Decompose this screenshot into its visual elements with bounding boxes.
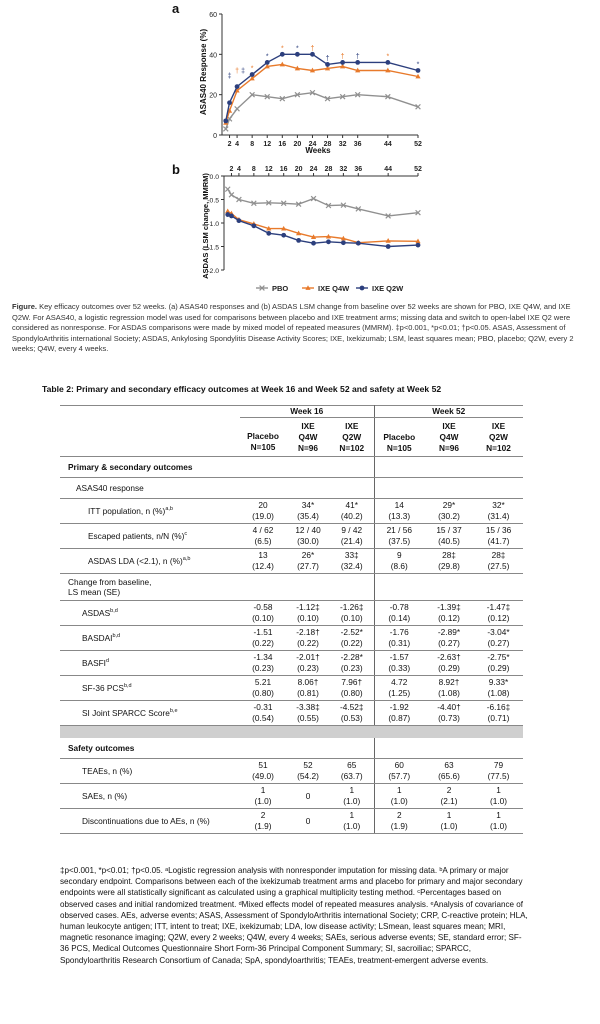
data-point xyxy=(325,62,330,67)
data-point xyxy=(341,240,346,245)
x-tick-label: 4 xyxy=(235,141,240,148)
row-label: ASDAS LDA (<2.1), n (%)$^{a,b}$ xyxy=(60,549,240,574)
table-cell: 60 (57.7) xyxy=(374,759,424,784)
data-point xyxy=(311,241,316,246)
x-tick-label: 44 xyxy=(384,166,393,173)
table-body xyxy=(60,457,523,834)
y-tick-label: 0.0 xyxy=(209,174,219,181)
x-tick-label: 24 xyxy=(309,166,318,173)
table-cell: 21 / 56 (37.5) xyxy=(374,524,424,549)
table-row xyxy=(60,626,523,651)
row-label: BASFI$^d$ xyxy=(60,651,240,676)
x-tick-label: 36 xyxy=(353,141,362,148)
table-cell: 29* (30.2) xyxy=(424,499,474,524)
significance-mark: * xyxy=(265,53,269,61)
panel-label-b: b xyxy=(172,162,180,177)
table-cell: -1.26‡ (0.10) xyxy=(330,601,374,626)
x-tick-label: 32 xyxy=(339,166,348,173)
caption-text: Key efficacy outcomes over 52 weeks. (a) ASAS40 responses and (b) ASDAS LSM change from baseline over 52 weeks are shown for PBO, IXE Q4W, and IXE Q2W. For ASAS40, a logistic regression model was used for comparisons between placebo and IXE treatment arms; missing data and switch to open-label IXE Q2 were considered as nonresponse. For ASDAS comparisons were made by mixed model of repeated measures (MMRM). ‡p<0.001, *p<0.01; †p<0.05. ASAS, Assessment of SpondyloArthritis international Society; ASDAS, Ankylosing Spondylitis Disease Activity Scores; IXE, Ixekizumab; LSM, least squares mean; PBO, placebo; Q2W, every 2 weeks; Q4W, every 4 weeks. xyxy=(12,302,574,354)
row-label: SF-36 PCS$^{b,d}$ xyxy=(60,676,240,701)
x-tick-label: 20 xyxy=(293,141,302,148)
col-header: IXE Q2W N=102 xyxy=(474,418,523,457)
data-point xyxy=(280,52,285,57)
col-header: IXE Q4W N=96 xyxy=(286,418,330,457)
asas40-chart xyxy=(0,0,600,160)
y-tick-label: -2.0 xyxy=(207,268,219,275)
chart-b-marks xyxy=(225,187,420,249)
table-cell: -2.52* (0.22) xyxy=(330,626,374,651)
row-label: SI Joint SPARCC Score$^{b,e}$ xyxy=(60,701,240,726)
table-cell: -1.39‡ (0.12) xyxy=(424,601,474,626)
significance-mark: † xyxy=(235,68,240,75)
y-tick-label: 20 xyxy=(209,92,217,100)
x-tick-label: 4 xyxy=(236,166,241,173)
col-header: Placebo N=105 xyxy=(240,418,286,457)
table-cell: -0.78 (0.14) xyxy=(374,601,424,626)
row-label: BASDAI$^{b,d}$ xyxy=(60,626,240,651)
row-label: ASDAS$^{b,d}$ xyxy=(60,601,240,626)
table-cell: -2.28* (0.23) xyxy=(330,651,374,676)
data-point xyxy=(237,218,242,223)
table-cell: -2.89* (0.27) xyxy=(424,626,474,651)
table-cell: 52 (54.2) xyxy=(286,759,330,784)
shaded-divider xyxy=(60,726,523,739)
section-row xyxy=(60,738,523,759)
data-point xyxy=(266,231,271,236)
table-cell: 5.21 (0.80) xyxy=(240,676,286,701)
chart-a-axes xyxy=(209,12,422,148)
data-point xyxy=(281,233,286,238)
section-label: ASAS40 response xyxy=(60,478,240,499)
panel-label-a: a xyxy=(172,1,180,16)
table-cell: 15 / 36 (41.7) xyxy=(474,524,523,549)
y-tick-label: 60 xyxy=(209,12,217,19)
data-point xyxy=(235,106,240,111)
table-cell: 79 (77.5) xyxy=(474,759,523,784)
data-point xyxy=(326,239,331,244)
x-tick-label: 12 xyxy=(263,141,272,148)
table-cell: -2.01† (0.23) xyxy=(286,651,330,676)
data-point xyxy=(250,72,255,77)
data-point xyxy=(296,238,301,243)
table-cell: 2 (2.1) xyxy=(424,784,474,809)
table-row xyxy=(60,601,523,626)
table-cell: 26* (27.7) xyxy=(286,549,330,574)
x-tick-label: 24 xyxy=(308,141,317,148)
data-point xyxy=(356,241,361,246)
table-cell: 1 (1.0) xyxy=(424,809,474,834)
section-label: Primary & secondary outcomes xyxy=(60,457,240,478)
table-cell: 63 (65.6) xyxy=(424,759,474,784)
table-cell: 12 / 40 (30.0) xyxy=(286,524,330,549)
x-tick-label: 28 xyxy=(323,141,332,148)
table-cell: 0 xyxy=(286,784,330,809)
table-cell: 9 / 42 (21.4) xyxy=(330,524,374,549)
table-cell: -2.18† (0.22) xyxy=(286,626,330,651)
table-row xyxy=(60,676,523,701)
x-tick-label: 2 xyxy=(227,141,232,148)
x-tick-label: 28 xyxy=(324,166,333,173)
data-point xyxy=(416,68,421,73)
x-tick-label: 52 xyxy=(414,166,422,173)
table-cell: -1.34 (0.23) xyxy=(240,651,286,676)
table-cell: -0.58 (0.10) xyxy=(240,601,286,626)
table-cell: -0.31 (0.54) xyxy=(240,701,286,726)
table-cell: -1.57 (0.33) xyxy=(374,651,424,676)
chart-a-xlabel: Weeks xyxy=(305,146,331,155)
table-cell: 28‡ (29.8) xyxy=(424,549,474,574)
significance-mark: † xyxy=(340,53,345,61)
table-cell: 20 (19.0) xyxy=(240,499,286,524)
table-cell: 28‡ (27.5) xyxy=(474,549,523,574)
section-label: Safety outcomes xyxy=(60,738,240,759)
table-cell: -1.47‡ (0.12) xyxy=(474,601,523,626)
table-cell: 41* (40.2) xyxy=(330,499,374,524)
section-row xyxy=(60,574,523,601)
data-point xyxy=(265,60,270,65)
x-tick-label: 44 xyxy=(383,141,392,148)
table-cell: 1 (1.0) xyxy=(330,784,374,809)
row-label: ITT population, n (%)$^{a,b}$ xyxy=(60,499,240,524)
column-header-row xyxy=(60,418,523,457)
data-point xyxy=(225,187,230,192)
significance-mark: † xyxy=(355,53,360,61)
x-tick-label: 16 xyxy=(279,166,288,173)
table-cell: -4.52‡ (0.53) xyxy=(330,701,374,726)
col-header: Placebo N=105 xyxy=(374,418,424,457)
table-cell: 51 (49.0) xyxy=(240,759,286,784)
table-cell: 4 / 62 (6.5) xyxy=(240,524,286,549)
table-cell: 33‡ (32.4) xyxy=(330,549,374,574)
table-cell: 8.92† (1.08) xyxy=(424,676,474,701)
table-row xyxy=(60,701,523,726)
x-tick-label: 8 xyxy=(251,166,256,173)
y-tick-label: -1.5 xyxy=(207,244,219,252)
data-point xyxy=(295,52,300,57)
table-cell: -4.40† (0.73) xyxy=(424,701,474,726)
data-point xyxy=(386,244,391,249)
section-label: Change from baseline, LS mean (SE) xyxy=(60,574,240,601)
x-tick-label: 8 xyxy=(250,141,255,148)
significance-mark: † xyxy=(310,45,315,53)
table-cell: 1 (1.0) xyxy=(474,784,523,809)
significance-mark: ‡ xyxy=(241,68,246,75)
table-cell: 14 (13.3) xyxy=(374,499,424,524)
x-tick-label: 52 xyxy=(414,141,422,148)
col-header: IXE Q2W N=102 xyxy=(330,418,374,457)
table-cell: 32* (31.4) xyxy=(474,499,523,524)
table-row xyxy=(60,759,523,784)
data-point xyxy=(251,223,256,228)
significance-mark: * xyxy=(386,53,390,61)
row-label: TEAEs, n (%) xyxy=(60,759,240,784)
legend-label: IXE Q4W xyxy=(318,284,350,293)
legend-label: IXE Q2W xyxy=(372,284,404,293)
table-cell: 9 (8.6) xyxy=(374,549,424,574)
table-cell: 2 (1.9) xyxy=(240,809,286,834)
data-point xyxy=(385,60,390,65)
significance-mark: ‡ xyxy=(227,73,232,80)
table-cell: -3.04* (0.27) xyxy=(474,626,523,651)
table-cell: -1.12‡ (0.10) xyxy=(286,601,330,626)
data-point xyxy=(310,52,315,57)
table-cell: 1 (1.0) xyxy=(240,784,286,809)
table-cell: -2.63† (0.29) xyxy=(424,651,474,676)
table-cell: 13 (12.4) xyxy=(240,549,286,574)
legend-label: PBO xyxy=(272,284,289,293)
data-point xyxy=(355,60,360,65)
data-point xyxy=(235,84,240,89)
table-row xyxy=(60,784,523,809)
table-row xyxy=(60,499,523,524)
figure-caption xyxy=(12,302,590,355)
chart-a-ylabel: ASAS40 Response (%) xyxy=(199,28,208,116)
x-tick-label: 20 xyxy=(294,166,303,173)
table-cell: 8.06† (0.81) xyxy=(286,676,330,701)
data-point xyxy=(229,214,234,219)
data-point xyxy=(416,243,421,248)
series-line xyxy=(228,189,418,216)
x-tick-label: 36 xyxy=(354,166,363,173)
chart-a-marks xyxy=(223,45,420,131)
table-footnotes: ‡p<0.001, *p<0.01; †p<0.05. ᵃLogistic regression analysis with nonresponder imputation for missing data. ᵇA primary or major secondary endpoint. Comparisons between each of the ixekizumab treatment arms and placebo for primary and major secondary endpoints were all statistically significant as calculated using a graphical multiplicity testing method. ᶜPercentages based on observed cases and initial randomized treatment. ᵈMixed effects model of repeated measures analysis. ᵉAnalysis of covariance of observed cases. AEs, adverse events; ASAS, Assessment of SpondyloArthritis international Society; CRP, C-reactive protein; HLA, human leukocyte antigen; ITT, intent to treat; IXE, ixekizumab; LDA, low disease activity; LSmean, least squares mean; MRI, magnetic resonance imaging; Q2W, every 2 weeks; Q4W, every 4 weeks; SAEs, serious adverse events; SE, standard error; SF-36 PCS, Medical Outcomes Questionnaire Short Form-36 Principal Component Summary; SI, sacroiliac; SPARCC, Spondyloarthritis Research Consortium of Canada; SpA, spondyloarthritis; TEAEs, treatment-emergent adverse events. xyxy=(60,866,528,965)
data-point xyxy=(227,100,232,105)
section-row xyxy=(60,457,523,478)
table-row xyxy=(60,524,523,549)
week16-header: Week 16 xyxy=(240,406,374,418)
y-tick-label: -0.5 xyxy=(207,197,219,205)
table-cell: -1.76 (0.31) xyxy=(374,626,424,651)
table-cell: 0 xyxy=(286,809,330,834)
table-cell: -3.38‡ (0.55) xyxy=(286,701,330,726)
chart-b-legend xyxy=(256,284,404,293)
table-cell: 1 (1.0) xyxy=(474,809,523,834)
table-title: Table 2: Primary and secondary efficacy outcomes at Week 16 and Week 52 and safety at Week 52 xyxy=(42,384,442,394)
table-cell: 4.72 (1.25) xyxy=(374,676,424,701)
data-point xyxy=(223,118,228,123)
chart-b-ylabel: ASDAS (LSM change, MMRM) xyxy=(201,173,210,279)
significance-mark: † xyxy=(325,55,330,63)
table-cell: 2 (1.9) xyxy=(374,809,424,834)
asdas-chart xyxy=(0,158,600,298)
data-point xyxy=(229,192,234,197)
x-tick-label: 12 xyxy=(264,166,273,173)
week52-header: Week 52 xyxy=(374,406,523,418)
y-tick-label: -1.0 xyxy=(207,221,219,228)
row-label: Escaped patients, n/N (%)$^c$ xyxy=(60,524,240,549)
table-cell: 7.96† (0.80) xyxy=(330,676,374,701)
table-cell: -1.51 (0.22) xyxy=(240,626,286,651)
data-point xyxy=(340,60,345,65)
x-tick-label: 16 xyxy=(278,141,287,148)
significance-mark: * xyxy=(416,61,420,69)
significance-mark: * xyxy=(250,65,254,73)
section-row xyxy=(60,478,523,499)
row-label: SAEs, n (%) xyxy=(60,784,240,809)
significance-mark: * xyxy=(280,45,284,53)
x-tick-label: 32 xyxy=(338,141,347,148)
table-cell: 9.33* (1.08) xyxy=(474,676,523,701)
table-row xyxy=(60,651,523,676)
y-tick-label: 0 xyxy=(213,133,217,140)
table-cell: -1.92 (0.87) xyxy=(374,701,424,726)
table-row xyxy=(60,809,523,834)
caption-lead: Figure. xyxy=(12,302,38,311)
table-cell: 34* (35.4) xyxy=(286,499,330,524)
efficacy-safety-table xyxy=(60,405,523,834)
table-row xyxy=(60,549,523,574)
table-cell: -6.16‡ (0.71) xyxy=(474,701,523,726)
data-point xyxy=(360,286,365,291)
table-cell: 15 / 37 (40.5) xyxy=(424,524,474,549)
table-cell: 65 (63.7) xyxy=(330,759,374,784)
col-header: IXE Q4W N=96 xyxy=(424,418,474,457)
row-label: Discontinuations due to AEs, n (%) xyxy=(60,809,240,834)
y-tick-label: 40 xyxy=(209,52,217,60)
x-tick-label: 2 xyxy=(229,166,234,173)
significance-mark: * xyxy=(296,45,299,53)
table-cell: 1 (1.0) xyxy=(330,809,374,834)
table-cell: -2.75* (0.29) xyxy=(474,651,523,676)
table-cell: 1 (1.0) xyxy=(374,784,424,809)
